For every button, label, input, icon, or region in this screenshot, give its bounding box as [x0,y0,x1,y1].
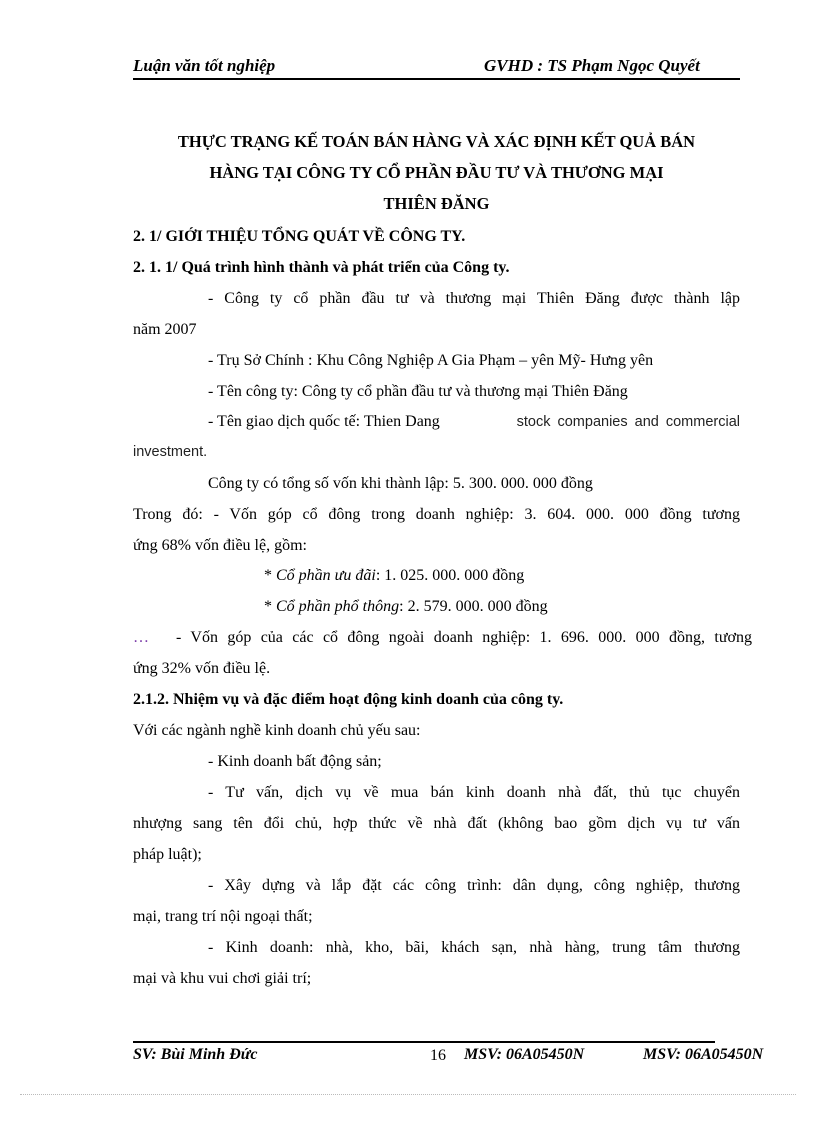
business-line-consulting-line-2: nhượng sang tên đổi chủ, hợp thức về nhà đất (không bao gồm dịch vụ tư vấn [133,815,740,832]
para-international-name [208,413,740,431]
para-shareholder-capital-line-1: Trong đó: - Vốn góp cổ đông trong doanh nghiệp: 3. 604. 000. 000 đồng tương [133,506,740,523]
common-shares-label: Cổ phần phổ thông [276,598,400,615]
business-line-construction-line-2: mại, trang trí nội ngoại thất; [133,908,313,925]
section-heading-2-1-1: 2. 1. 1/ Quá trình hình thành và phát triển của Công ty. [133,259,510,276]
business-line-consulting-line-1: - Tư vấn, dịch vụ về mua bán kinh doanh nhà đất, thủ tục chuyển [208,784,740,801]
intl-name-suffix: stock companies and commercial [516,414,740,430]
footer-student-name: SV: Bùi Minh Đức [133,1046,258,1063]
para-founding-line-1: - Công ty cổ phần đầu tư và thương mại Thiên Đăng được thành lập [208,290,740,307]
footer-page-number: 16 [430,1047,446,1064]
preferred-shares [264,567,524,585]
intl-name-prefix: - Tên giao dịch quốc tế: Thien Dang [208,413,440,430]
section-heading-2-1: 2. 1/ GIỚI THIỆU TỔNG QUÁT VỀ CÔNG TY. [133,228,466,245]
para-company-name: - Tên công ty: Công ty cổ phần đầu tư và thương mại Thiên Đăng [208,383,628,400]
page-bottom-dotted-line [20,1094,796,1095]
footer-student-id: MSV: 06A05450N [464,1046,585,1063]
common-shares-value: : 2. 579. 000. 000 đồng [399,598,548,615]
para-outside-capital-line-2: ứng 32% vốn điều lệ. [133,660,271,677]
para-shareholder-capital-line-2: ứng 68% vốn điều lệ, gồm: [133,537,307,554]
header-rule [133,78,740,80]
chapter-title-line-2: HÀNG TẠI CÔNG TY CỔ PHẦN ĐẦU TƯ VÀ THƯƠNG MẠI [209,163,664,182]
footer-rule [133,1041,715,1043]
para-outside-capital-line-1: - Vốn góp của các cổ đông ngoài doanh nghiệp: 1. 696. 000. 000 đồng, tương [176,629,752,646]
para-total-capital: Công ty có tổng số vốn khi thành lập: 5. 300. 000. 000 đồng [208,475,593,492]
common-shares [264,598,548,616]
para-business-lines-intro: Với các ngành nghề kinh doanh chủ yếu sau: [133,722,421,739]
business-line-construction-line-1: - Xây dựng và lắp đặt các công trình: dân dụng, công nghiệp, thương [208,877,740,894]
para-headquarters: - Trụ Sở Chính : Khu Công Nghiệp A Gia Phạm – yên Mỹ- Hưng yên [208,352,654,369]
business-line-commerce-line-2: mại và khu vui chơi giải trí; [133,970,312,987]
bullet-star: * [264,567,272,584]
chapter-title-line-1: THỰC TRẠNG KẾ TOÁN BÁN HÀNG VÀ XÁC ĐỊNH KẾT QUẢ BÁN [177,132,696,151]
business-line-real-estate: - Kinh doanh bất động sản; [208,753,382,770]
business-line-consulting-line-3: pháp luật); [133,846,202,863]
header-thesis-label: Luận văn tốt nghiệp [133,56,276,75]
bullet-star: * [264,598,272,615]
header-advisor: GVHD : TS Phạm Ngọc Quyết [484,56,700,75]
business-line-commerce-line-1: - Kinh doanh: nhà, kho, bãi, khách sạn, nhà hàng, trung tâm thương [208,939,740,956]
ellipsis-mark: … [133,629,149,646]
chapter-title-line-3: THIÊN ĐĂNG [383,194,490,213]
preferred-shares-label: Cổ phần ưu đãi [276,567,376,584]
para-founding-line-2: năm 2007 [133,321,197,338]
preferred-shares-value: : 1. 025. 000. 000 đồng [375,567,525,584]
footer-student-id-repeat: MSV: 06A05450N [643,1046,764,1063]
section-heading-2-1-2: 2.1.2. Nhiệm vụ và đặc điểm hoạt động kinh doanh của công ty. [133,691,564,708]
intl-name-line-2: investment. [133,444,208,460]
